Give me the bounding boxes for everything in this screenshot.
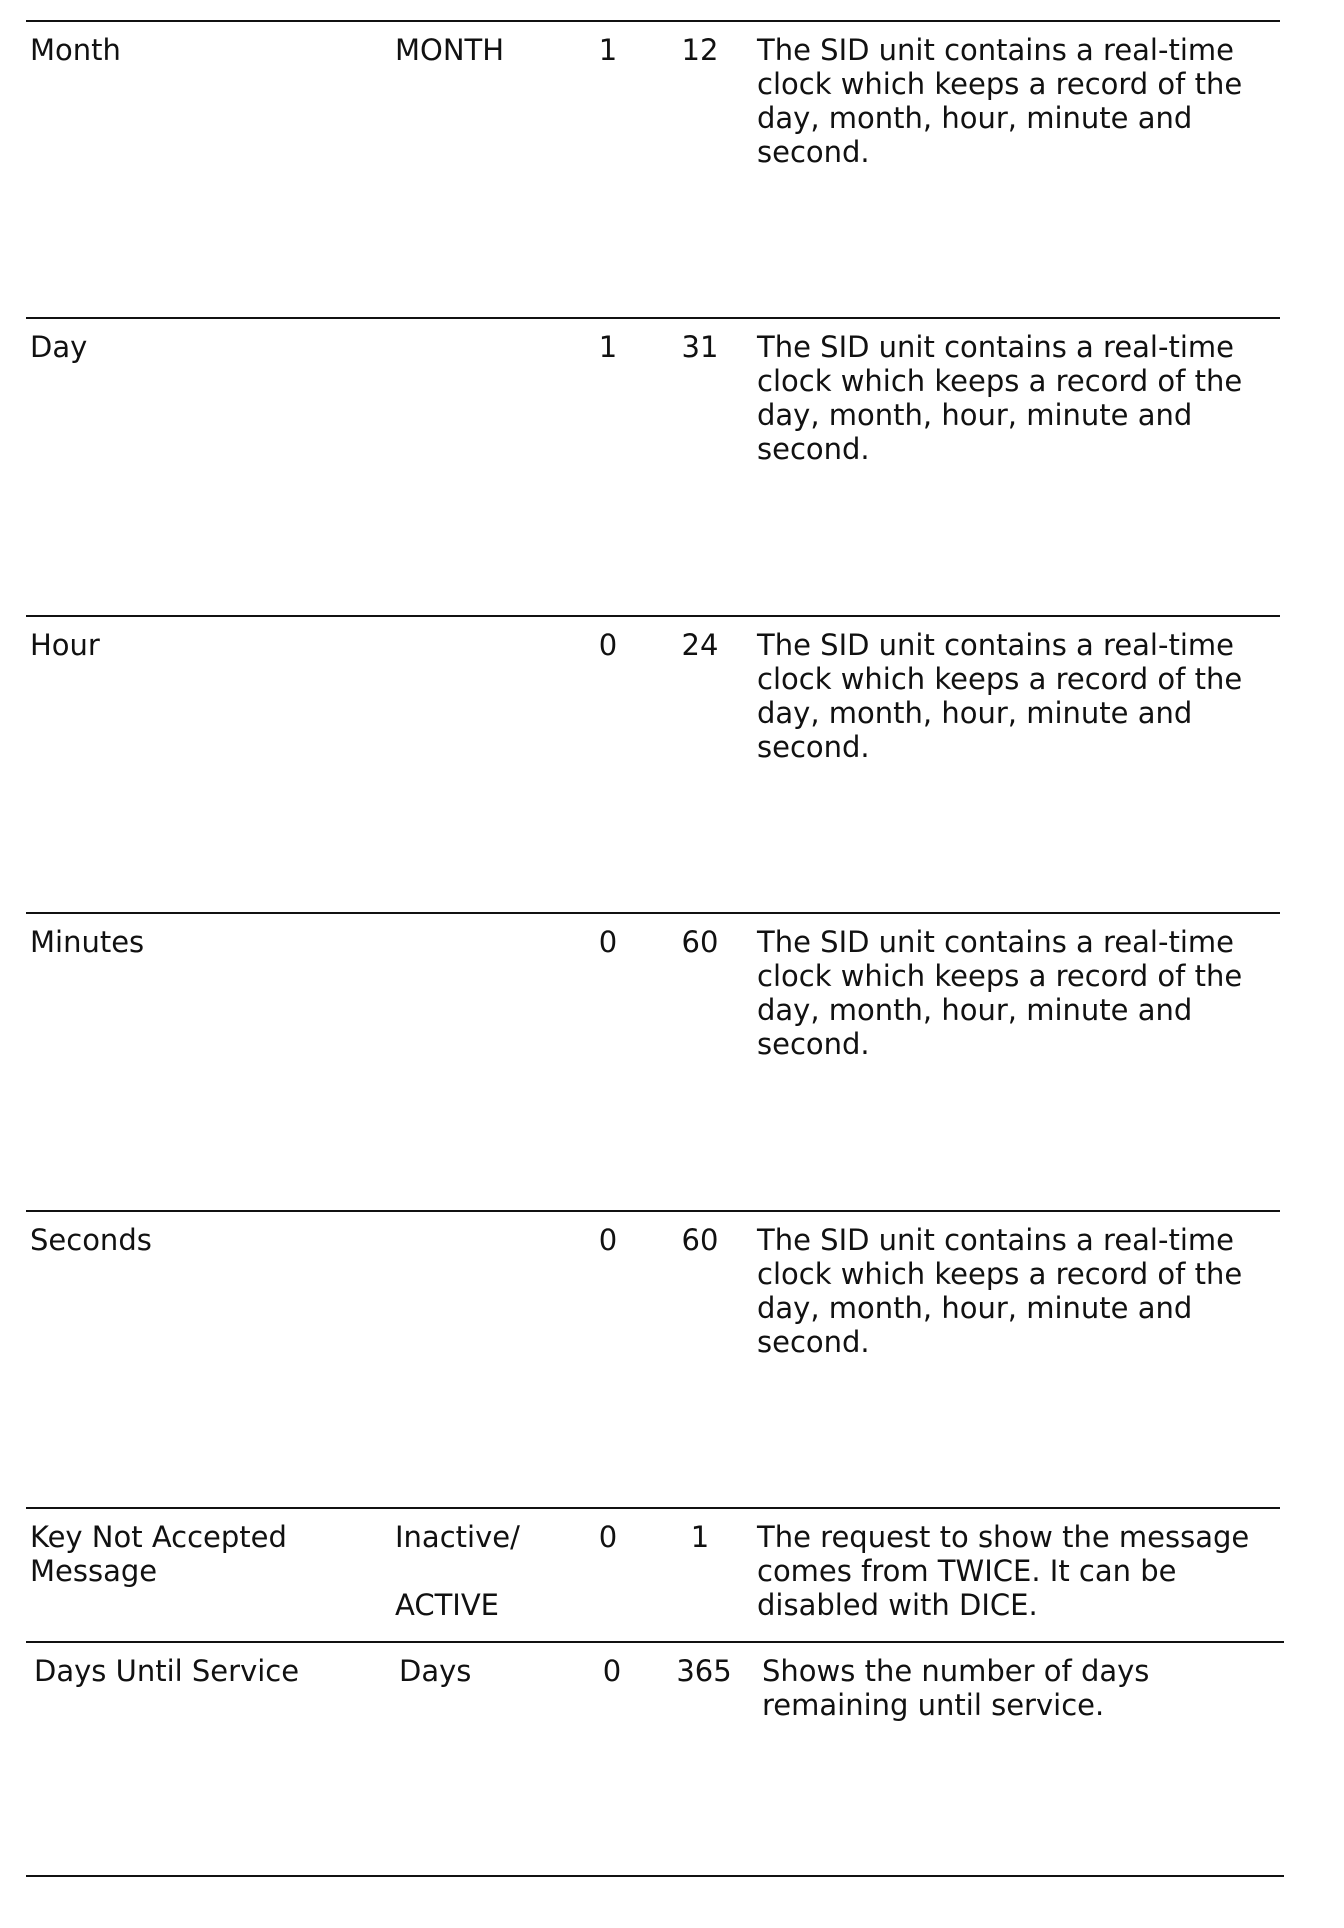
row-unit: MONTH xyxy=(395,33,505,67)
row-max: 1 xyxy=(690,1520,710,1554)
table-top-rule xyxy=(26,20,1280,22)
row-description: Shows the number of days remaining until service. xyxy=(762,1654,1150,1722)
row-name: Days Until Service xyxy=(34,1654,300,1688)
table-bottom-rule xyxy=(26,1875,1284,1877)
row-min: 1 xyxy=(598,33,618,67)
row-description: The SID unit contains a real-time clock which keeps a record of the day, month, hour, minute and second. xyxy=(757,33,1243,169)
row-min: 0 xyxy=(602,1654,622,1688)
row-max: 31 xyxy=(681,330,719,364)
row-name: Month xyxy=(30,33,121,67)
row-name: Hour xyxy=(30,628,100,662)
row-divider xyxy=(26,912,1280,914)
row-divider xyxy=(26,1641,1284,1643)
row-max: 365 xyxy=(676,1654,732,1688)
row-max: 60 xyxy=(681,1223,719,1257)
row-divider xyxy=(26,1210,1280,1212)
row-unit: Inactive/ ACTIVE xyxy=(395,1520,520,1622)
row-name: Seconds xyxy=(30,1223,152,1257)
row-name: Day xyxy=(30,330,88,364)
row-min: 0 xyxy=(598,1223,618,1257)
row-divider xyxy=(26,317,1280,319)
row-min: 0 xyxy=(598,1520,618,1554)
row-min: 0 xyxy=(598,925,618,959)
row-min: 1 xyxy=(598,330,618,364)
row-max: 60 xyxy=(681,925,719,959)
row-min: 0 xyxy=(598,628,618,662)
row-description: The SID unit contains a real-time clock which keeps a record of the day, month, hour, minute and second. xyxy=(757,628,1243,764)
row-description: The SID unit contains a real-time clock which keeps a record of the day, month, hour, minute and second. xyxy=(757,330,1243,466)
row-max: 24 xyxy=(681,628,719,662)
row-name: Minutes xyxy=(30,925,145,959)
row-description: The SID unit contains a real-time clock which keeps a record of the day, month, hour, minute and second. xyxy=(757,925,1243,1061)
row-max: 12 xyxy=(681,33,719,67)
row-divider xyxy=(26,615,1280,617)
row-divider xyxy=(26,1507,1280,1509)
row-description: The SID unit contains a real-time clock which keeps a record of the day, month, hour, minute and second. xyxy=(757,1223,1243,1359)
row-name: Key Not Accepted Message xyxy=(30,1520,287,1588)
row-description: The request to show the message comes from TWICE. It can be disabled with DICE. xyxy=(757,1520,1250,1622)
row-unit: Days xyxy=(399,1654,472,1688)
